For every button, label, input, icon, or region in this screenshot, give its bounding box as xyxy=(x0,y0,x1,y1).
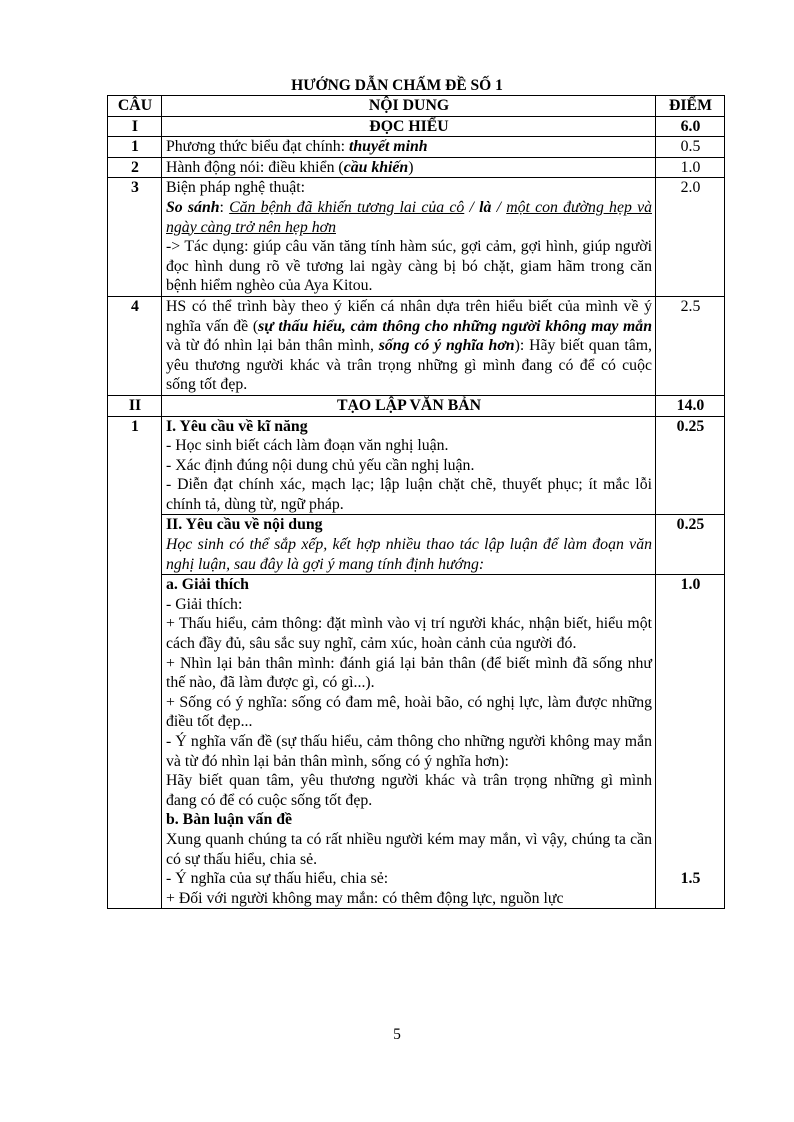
effect-paragraph: -> Tác dụng: giúp câu văn tăng tính hàm súc, gợi cảm, gợi hình, giúp người đọc hình dung rõ về tương lai ngày càng bị bó chặt, giam hãm trong căn bệnh hiểm nghèo của Aya Kitou. xyxy=(166,238,652,295)
grading-table xyxy=(107,95,725,909)
explain-discuss-content xyxy=(162,575,656,909)
answer-keyword: cầu khiến xyxy=(343,158,409,176)
discuss-line: Xung quanh chúng ta có rất nhiều người kém may mắn, vì vậy, chúng ta cần có sự thấu hiểu, chia sẻ. xyxy=(166,830,652,868)
score-spacer xyxy=(660,830,721,850)
answer-text: Phương thức biểu đạt chính: xyxy=(166,138,349,156)
skills-requirements xyxy=(162,416,656,515)
comparison-separator: / xyxy=(464,198,480,216)
answer-keyword: sống có ý nghĩa hơn xyxy=(378,337,515,355)
explain-line: + Sống có ý nghĩa: sống có đam mê, hoài bão, có nghị lực, làm được những điều tốt đẹp... xyxy=(166,693,652,731)
content-score: 0.25 xyxy=(656,515,725,575)
comparison-word: là xyxy=(479,198,492,216)
content-row xyxy=(108,515,725,575)
comparison-separator: / xyxy=(491,198,507,216)
header-diem: ĐIỂM xyxy=(656,96,725,117)
question-number: 4 xyxy=(108,296,162,395)
score-spacer xyxy=(660,595,721,830)
discuss-heading: b. Bàn luận vấn đề xyxy=(166,811,292,829)
skills-heading: I. Yêu cầu về kĩ năng xyxy=(166,417,308,435)
question-score: 2.0 xyxy=(656,178,725,297)
section-row-writing xyxy=(108,395,725,416)
comparison-line xyxy=(166,198,652,237)
question-answer xyxy=(162,157,656,178)
question-row-4 xyxy=(108,296,725,395)
page-number: 5 xyxy=(393,1026,401,1043)
comparison-part-1: Căn bệnh đã khiến tương lai của cô xyxy=(229,198,465,216)
content-heading: II. Yêu cầu về nội dung xyxy=(166,516,323,534)
section-number: I xyxy=(108,116,162,137)
question-row-1 xyxy=(108,137,725,158)
section-row-reading xyxy=(108,116,725,137)
explain-heading: a. Giải thích xyxy=(166,576,249,594)
discuss-line: - Ý nghĩa của sự thấu hiểu, chia sẻ: xyxy=(166,870,389,888)
question-answer xyxy=(162,178,656,297)
question-score: 0.5 xyxy=(656,137,725,158)
explain-line: + Thấu hiểu, cảm thông: đặt mình vào vị trí người khác, nhận biết, hiểu một cách đầy đủ, sâu sắc suy nghĩ, cảm xúc, hoàn cảnh của người đó. xyxy=(166,615,652,653)
question-row-3 xyxy=(108,178,725,297)
answer-text: ): Hãy biết quan tâm, yêu thương người khác và trân trọng những gì mình đang có để có cuộc sống tốt đẹp. xyxy=(166,337,652,394)
comparison-part-2: một con đường hẹp và ngày càng trở nên hẹp hơn xyxy=(166,198,652,236)
explain-line: - Giải thích: xyxy=(166,595,243,613)
score-spacer xyxy=(660,849,721,869)
answer-text: và từ đó nhìn lại bản thân mình, xyxy=(166,337,379,355)
page-title: HƯỚNG DẪN CHẤM ĐỀ SỐ 1 xyxy=(291,77,503,94)
question-number: 1 xyxy=(108,416,162,909)
question-number: 2 xyxy=(108,157,162,178)
list-item: - Xác định đúng nội dung chủ yếu cần nghị luận. xyxy=(166,456,475,474)
section-number: II xyxy=(108,395,162,416)
list-item: - Diễn đạt chính xác, mạch lạc; lập luận chặt chẽ, thuyết phục; ít mắc lỗi chính tả, dùng từ, ngữ pháp. xyxy=(166,476,652,513)
question-answer xyxy=(162,137,656,158)
explain-score: 1.0 xyxy=(680,576,701,594)
answer-text: HS có thể trình bày theo ý kiến cá nhân dựa trên hiểu biết của mình về ý nghĩa vấn đề ( xyxy=(166,297,652,335)
list-item: - Học sinh biết cách làm đoạn văn nghị luận. xyxy=(166,437,449,455)
answer-keyword: sự thấu hiểu, cảm thông cho những người không may mắn xyxy=(258,317,652,335)
explain-line: + Nhìn lại bản thân mình: đánh giá lại bản thân (để biết mình đã sống như thế nào, đã làm được gì, có gì...). xyxy=(166,654,652,692)
question-number: 1 xyxy=(108,137,162,158)
header-noi-dung: NỘI DUNG xyxy=(162,96,656,117)
question-row-2 xyxy=(108,157,725,178)
section-score: 14.0 xyxy=(656,395,725,416)
skills-score: 0.25 xyxy=(656,416,725,515)
answer-text: Hành động nói: điều khiển ( xyxy=(166,158,344,176)
header-cau: CÂU xyxy=(108,96,162,117)
discuss-score: 1.5 xyxy=(680,870,701,888)
content-intro: Học sinh có thể sắp xếp, kết hợp nhiều thao tác lập luận để làm đoạn văn nghị luận, sau đây là gợi ý mang tính định hướng: xyxy=(166,536,652,573)
section-title: TẠO LẬP VĂN BẢN xyxy=(162,395,656,416)
answer-line: Biện pháp nghệ thuật: xyxy=(166,179,306,197)
answer-keyword: thuyết minh xyxy=(348,138,428,156)
comparison-label: So sánh xyxy=(166,198,220,216)
section-score: 6.0 xyxy=(656,116,725,137)
question-score: 2.5 xyxy=(656,296,725,395)
table-header-row xyxy=(108,96,725,117)
discuss-line: + Đối với người không may mắn: có thêm động lực, nguồn lực xyxy=(166,889,564,907)
explain-discuss-row xyxy=(108,575,725,909)
explain-line: - Ý nghĩa vấn đề (sự thấu hiểu, cảm thông cho những người không may mắn và từ đó nhìn lại bản thân mình, sống có ý nghĩa hơn): xyxy=(166,733,652,770)
section-title: ĐỌC HIỂU xyxy=(162,116,656,137)
content-requirements xyxy=(162,515,656,575)
explain-discuss-scores xyxy=(656,575,725,909)
explain-line: Hãy biết quan tâm, yêu thương người khác và trân trọng những gì mình đang có để có cuộc sống tốt đẹp. xyxy=(166,772,652,809)
question-number: 3 xyxy=(108,178,162,297)
answer-text-suffix: ) xyxy=(408,158,414,176)
question-score: 1.0 xyxy=(656,157,725,178)
question-answer xyxy=(162,296,656,395)
comparison-colon: : xyxy=(219,198,230,216)
skills-row xyxy=(108,416,725,515)
